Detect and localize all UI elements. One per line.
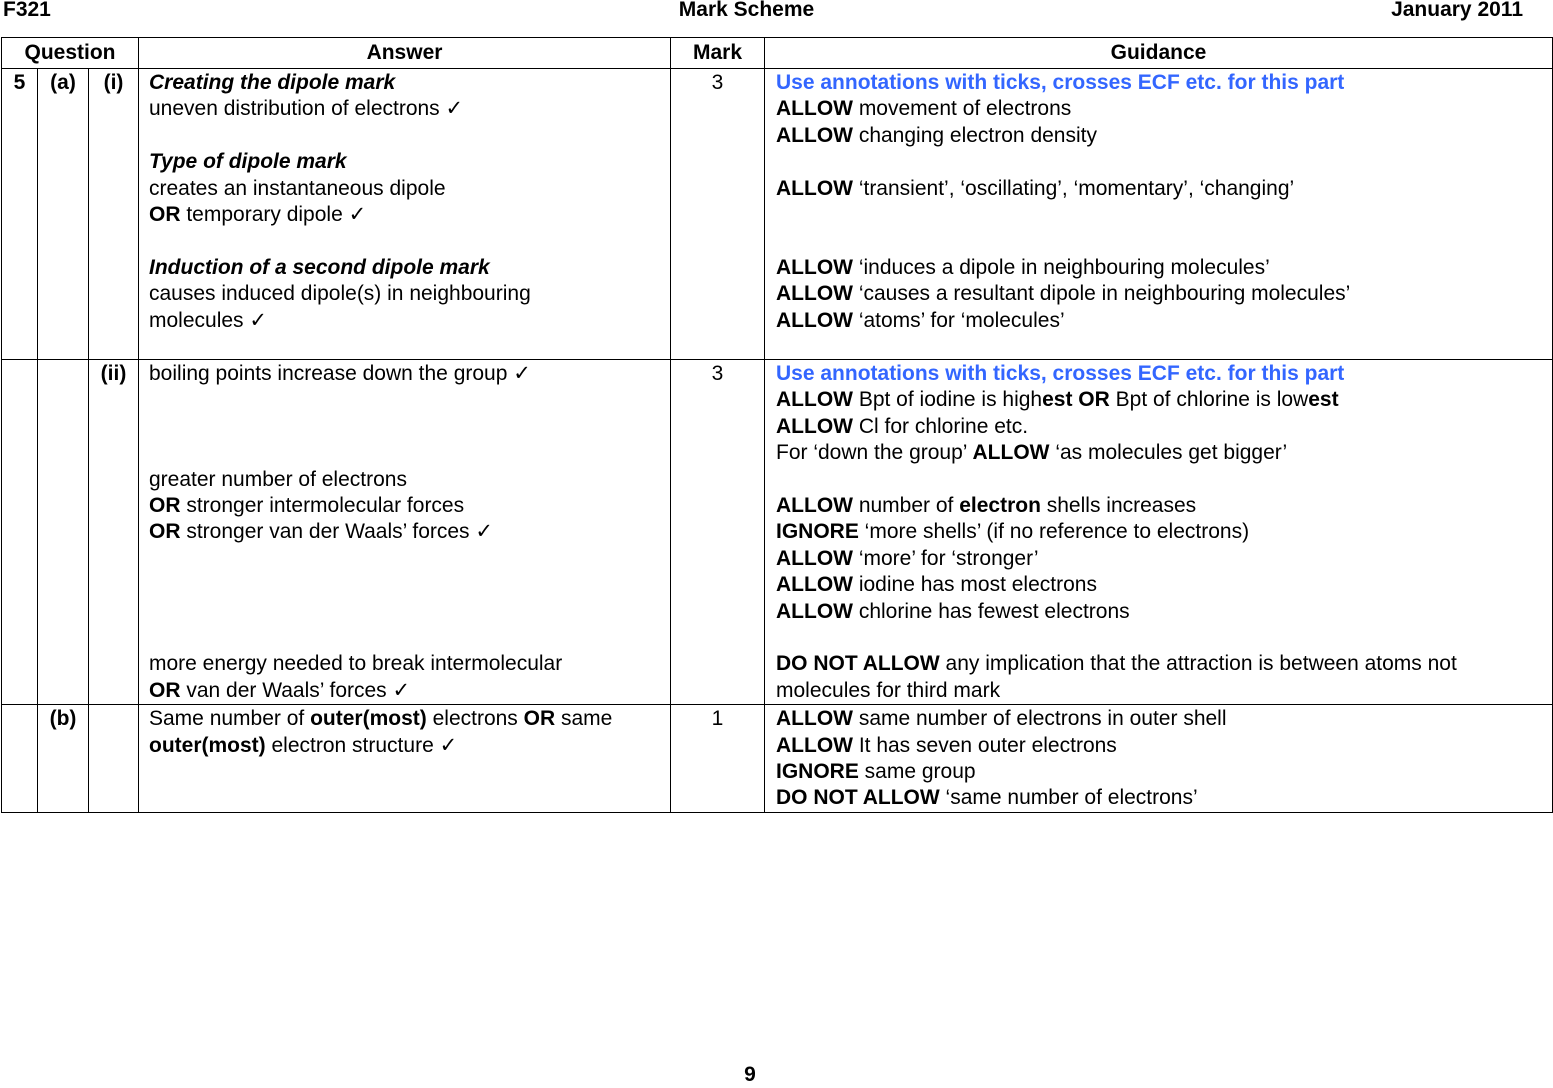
answer-line: uneven distribution of electrons ✓ bbox=[149, 97, 464, 121]
allow-keyword: ALLOW bbox=[776, 123, 853, 147]
ignore-keyword: IGNORE bbox=[776, 760, 859, 784]
allow-keyword: ALLOW bbox=[776, 308, 853, 332]
answer-cell bbox=[139, 360, 671, 705]
allow-keyword: ALLOW bbox=[776, 255, 853, 279]
guidance-line bbox=[776, 493, 1544, 519]
answer-heading: Creating the dipole mark bbox=[149, 71, 396, 94]
guidance-text: number of bbox=[852, 494, 960, 518]
question-subpart: (ii) bbox=[89, 360, 139, 705]
guidance-text: Cl for chlorine etc. bbox=[852, 414, 1029, 438]
answer-text: same bbox=[555, 707, 613, 731]
mark-header: Mark bbox=[671, 38, 765, 69]
table-row bbox=[2, 705, 1553, 813]
answer-emphasis: outer(most) bbox=[310, 707, 427, 731]
guidance-header: Guidance bbox=[765, 38, 1553, 69]
guidance-line bbox=[776, 176, 1544, 202]
answer-line: more energy needed to break intermolecular bbox=[149, 652, 563, 676]
allow-keyword: ALLOW bbox=[776, 97, 853, 121]
guidance-text: iodine has most electrons bbox=[852, 573, 1097, 597]
guidance-line bbox=[776, 96, 1544, 122]
answer-line bbox=[149, 678, 662, 704]
question-subpart: (i) bbox=[89, 69, 139, 360]
guidance-line bbox=[776, 759, 1544, 785]
guidance-cell bbox=[765, 705, 1553, 813]
answer-cell bbox=[139, 69, 671, 360]
question-part: (b) bbox=[38, 705, 89, 813]
allow-keyword: ALLOW bbox=[776, 599, 853, 623]
answer-line bbox=[149, 706, 662, 732]
guidance-text: It has seven outer electrons bbox=[852, 733, 1117, 757]
or-keyword: OR bbox=[149, 493, 181, 517]
guidance-text: For ‘down the group’ bbox=[776, 441, 973, 465]
or-keyword: OR bbox=[149, 520, 181, 544]
question-number bbox=[2, 360, 38, 705]
answer-text: electrons bbox=[426, 707, 524, 731]
answer-text: van der Waals’ forces ✓ bbox=[180, 678, 411, 702]
page-number: 9 bbox=[744, 1063, 756, 1086]
allow-keyword: ALLOW bbox=[776, 546, 853, 570]
guidance-text: Bpt of chlorine is low bbox=[1109, 388, 1309, 412]
guidance-text: ‘induces a dipole in neighbouring molecules’ bbox=[852, 255, 1270, 279]
question-subpart bbox=[89, 705, 139, 813]
guidance-text: Bpt of iodine is high bbox=[852, 388, 1043, 412]
guidance-line bbox=[776, 572, 1544, 598]
guidance-line bbox=[776, 123, 1544, 149]
allow-keyword: ALLOW bbox=[776, 573, 853, 597]
guidance-line bbox=[776, 387, 1544, 413]
allow-keyword: ALLOW bbox=[776, 494, 853, 518]
answer-line: causes induced dipole(s) in neighbouring bbox=[149, 282, 531, 306]
mark-scheme-table bbox=[1, 37, 1553, 813]
answer-text: stronger intermolecular forces bbox=[180, 493, 465, 517]
guidance-text: ‘atoms’ for ‘molecules’ bbox=[852, 308, 1065, 332]
guidance-emphasis: electron bbox=[959, 494, 1041, 518]
question-part bbox=[38, 360, 89, 705]
guidance-line bbox=[776, 255, 1544, 281]
answer-emphasis: outer(most) bbox=[149, 733, 266, 757]
guidance-line: molecules for third mark bbox=[776, 678, 1001, 702]
guidance-cell bbox=[765, 360, 1553, 705]
mark-cell: 3 bbox=[671, 360, 765, 705]
guidance-line bbox=[776, 281, 1544, 307]
question-number: 5 bbox=[2, 69, 38, 360]
mark-cell: 1 bbox=[671, 705, 765, 813]
allow-keyword: ALLOW bbox=[776, 388, 853, 412]
answer-line: boiling points increase down the group ✓ bbox=[149, 362, 531, 385]
guidance-line bbox=[776, 733, 1544, 759]
answer-header: Answer bbox=[139, 38, 671, 69]
guidance-line bbox=[776, 546, 1544, 572]
answer-heading: Induction of a second dipole mark bbox=[149, 255, 490, 279]
table-header-row bbox=[2, 38, 1553, 69]
guidance-line bbox=[776, 651, 1544, 677]
answer-line bbox=[149, 519, 662, 545]
guidance-text: ‘causes a resultant dipole in neighbouring molecules’ bbox=[852, 282, 1351, 306]
ignore-keyword: IGNORE bbox=[776, 520, 859, 544]
answer-line: creates an instantaneous dipole bbox=[149, 176, 446, 200]
guidance-line bbox=[776, 519, 1544, 545]
allow-keyword: ALLOW bbox=[776, 282, 853, 306]
or-keyword: OR bbox=[149, 678, 181, 702]
table-row bbox=[2, 360, 1553, 705]
guidance-emphasis: est bbox=[1308, 388, 1339, 412]
guidance-text: ‘more shells’ (if no reference to electrons) bbox=[858, 520, 1250, 544]
do-not-allow-keyword: DO NOT ALLOW bbox=[776, 786, 940, 810]
guidance-text: ‘as molecules get bigger’ bbox=[1049, 441, 1288, 465]
answer-text: electron structure ✓ bbox=[265, 733, 458, 757]
annotation-instruction: Use annotations with ticks, crosses ECF etc. for this part bbox=[776, 362, 1345, 385]
answer-line bbox=[149, 493, 662, 519]
answer-line bbox=[149, 733, 662, 759]
answer-line: greater number of electrons bbox=[149, 467, 407, 491]
guidance-cell bbox=[765, 69, 1553, 360]
guidance-text: same number of electrons in outer shell bbox=[852, 707, 1227, 731]
allow-keyword: ALLOW bbox=[776, 414, 853, 438]
guidance-text: chlorine has fewest electrons bbox=[852, 599, 1130, 623]
answer-cell bbox=[139, 705, 671, 813]
allow-keyword: ALLOW bbox=[776, 176, 853, 200]
question-number bbox=[2, 705, 38, 813]
guidance-text: ‘same number of electrons’ bbox=[939, 786, 1198, 810]
answer-text: Same number of bbox=[149, 707, 311, 731]
do-not-allow-keyword: DO NOT ALLOW bbox=[776, 652, 940, 676]
guidance-line bbox=[776, 706, 1544, 732]
guidance-text: ‘more’ for ‘stronger’ bbox=[852, 546, 1039, 570]
or-keyword: OR bbox=[523, 707, 556, 731]
guidance-line bbox=[776, 414, 1544, 440]
header-subject-code: F321 bbox=[3, 0, 51, 21]
guidance-text: same group bbox=[858, 760, 976, 784]
header-date: January 2011 bbox=[1391, 0, 1523, 21]
annotation-instruction: Use annotations with ticks, crosses ECF etc. for this part bbox=[776, 71, 1345, 94]
answer-text: temporary dipole ✓ bbox=[180, 203, 367, 227]
allow-keyword: ALLOW bbox=[776, 733, 853, 757]
question-header: Question bbox=[2, 38, 139, 69]
header-title: Mark Scheme bbox=[678, 0, 815, 21]
guidance-line bbox=[776, 440, 1544, 466]
guidance-line bbox=[776, 785, 1544, 811]
guidance-text: any implication that the attraction is between atoms not bbox=[939, 652, 1457, 676]
guidance-text: movement of electrons bbox=[852, 97, 1072, 121]
guidance-line bbox=[776, 599, 1544, 625]
answer-line bbox=[149, 202, 662, 228]
question-part: (a) bbox=[38, 69, 89, 360]
answer-text: stronger van der Waals’ forces ✓ bbox=[180, 520, 493, 544]
guidance-line bbox=[776, 308, 1544, 334]
table-row bbox=[2, 69, 1553, 360]
guidance-text: shells increases bbox=[1040, 494, 1197, 518]
or-keyword: OR bbox=[149, 203, 181, 227]
answer-heading: Type of dipole mark bbox=[149, 150, 347, 174]
guidance-text: ‘transient’, ‘oscillating’, ‘momentary’, ‘changing’ bbox=[852, 176, 1295, 200]
allow-keyword: ALLOW bbox=[776, 707, 853, 731]
guidance-text: changing electron density bbox=[852, 123, 1097, 147]
allow-keyword: ALLOW bbox=[972, 441, 1050, 465]
mark-cell: 3 bbox=[671, 69, 765, 360]
guidance-emphasis: est OR bbox=[1042, 388, 1110, 412]
answer-line: molecules ✓ bbox=[149, 308, 267, 332]
